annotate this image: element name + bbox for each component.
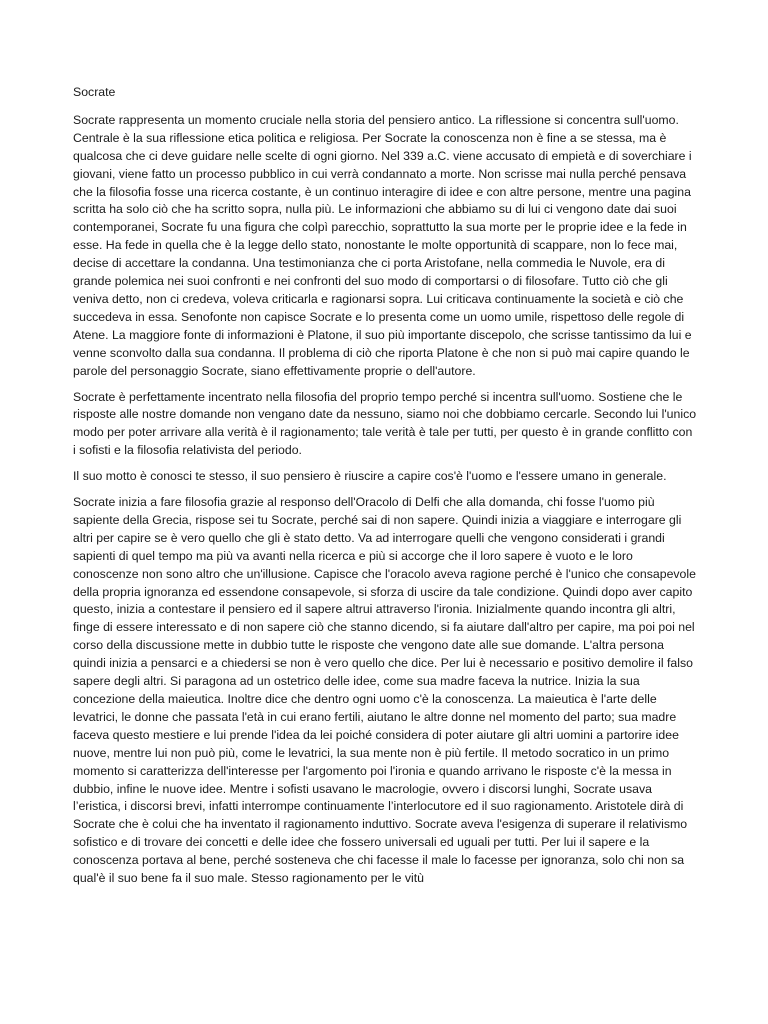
paragraph-motto: Il suo motto è conosci te stesso, il suo pensiero è riuscire a capire cos'è l'uomo e l'essere umano in generale. [73, 469, 667, 484]
paragraph-philosophy: Socrate è perfettamente incentrato nella filosofia del proprio tempo perché si incentra sull'uomo. Sostiene che le risposte alle nostre domande non vengano date da nessuno, siamo noi che dobbiamo cercarle. Secondo lui l'unico modo per poter arrivare alla verità è il ragionamento; tale verità è tale per tutti, per questo è in grande conflitto con i sofisti e la filosofia relativista del periodo. [73, 389, 697, 458]
document-title: Socrate [73, 85, 116, 99]
paragraph-method: Socrate inizia a fare filosofia grazie al responso dell'Oracolo di Delfi che alla domanda, chi fosse l'uomo più sapiente della Grecia, rispose sei tu Socrate, perché sai di non sapere. Quindi inizia a viaggiare e interrogare gli altri per capire se è vero quello che gli è stato detto. Va ad interrogare quelli che vengono considerati i grandi sapienti di quel tempo ma più va avanti nella ricerca e più si accorge che il loro sapere è vuoto e le loro conoscenze non sono altro che un'illusione. Capisce che l'oracolo aveva ragione perché è l'unico che consapevole della propria ignoranza ed essendone consapevole, si sforza di uscire da tale condizione. Quindi dopo aver capito questo, inizia a contestare il pensiero ed il sapere altrui attraverso l'ironia. Inizialmente quando incontra gli altri, finge di essere interessato e di non sapere ciò che stanno dicendo, si fa aiutare dall'altro per capire, ma poi poi nel corso della discussione mette in dubbio tutte le risposte che vengono date alle sue domande. L'altra persona quindi inizia a pensarci e a chiedersi se non è vero quello che dice. Per lui è necessario e positivo demolire il falso sapere degli altri. Si paragona ad un ostetrico delle idee, come sua madre faceva la nutrice. Inizia la sua concezione della maieutica. Inoltre dice che dentro ogni uomo c'è la conoscenza. La maieutica è l'arte delle levatrici, le donne che passata l'età in cui erano fertili, aiutano le altre donne nel momento del parto; sua madre faceva questo mestiere e lui prende l'idea da lei poiché considera di poter aiutare gli altri uomini a partorire idee nuove, mentre lui non può più, come le levatrici, la sua mente non è più fertile. Il metodo socratico in un primo momento si caratterizza dell'interesse per l'argomento poi l'ironia e quando arrivano le risposte c'è la messa in dubbio, infine le nuove idee. Mentre i sofisti usavano le macrologie, ovvero i discorsi lunghi, Socrate usava l’eristica, i discorsi brevi, infatti interrompe continuamente l’interlocutore ed il suo ragionamento. Aristotele dirà di Socrate che è colui che ha inventato il ragionamento induttivo. Socrate aveva l'esigenza di superare il relativismo sofistico e di trovare dei concetti e delle idee che fossero universali ed uguali per tutti. Per lui il sapere e la conoscenza portava al bene, perché sosteneva che chi facesse il male lo facesse per ignoranza, solo chi non sa qual'è il suo bene fa il suo male. Stesso ragionamento per le vitù [73, 495, 696, 886]
paragraph-intro: Socrate rappresenta un momento cruciale nella storia del pensiero antico. La riflessione si concentra sull'uomo. Centrale è la sua riflessione etica politica e religiosa. Per Socrate la conoscenza non è fine a se stessa, ma è qualcosa che ci deve guidare nelle scelte di ogni giorno. Nel 339 a.C. viene accusato di empietà e di soverchiare i giovani, viene fatto un processo pubblico in cui verrà condannato a morte. Non scrisse mai nulla perché pensava che la filosofia fosse una ricerca costante, è un continuo interagire di idee e con altre persone, mentre una pagina scritta ha solo ciò che ha scritto sopra, nulla più. Le informazioni che abbiamo su di lui ci vengono date dai suoi contemporanei, Socrate fu una figura che colpì parecchio, soprattutto la sua morte per le proprie idee e la fede in esse. Ha fede in quella che è la legge dello stato, nonostante le molte opportunità di scappare, non lo fece mai, decise di accettare la condanna. Una testimonianza che ci porta Aristofane, nella commedia le Nuvole, era di grande polemica nei suoi confronti e nei confronti del suo modo di comportarsi o di filosofare. Tutto ciò che gli veniva detto, non ci credeva, voleva criticarla e ragionarsi sopra. Lui criticava continuamente la società e ciò che succedeva in essa. Senofonte non capisce Socrate e lo presenta come un uomo umile, rispettoso delle regole di Atene. La maggiore fonte di informazioni è Platone, il suo più importante discepolo, che scrisse tantissimo da lui e venne sconvolto dalla sua condanna. Il problema di ciò che riporta Platone è che non si può mai capire quando le parole del personaggio Socrate, siano effettivamente proprie o dell'autore. [73, 112, 692, 378]
document-page [73, 84, 697, 896]
